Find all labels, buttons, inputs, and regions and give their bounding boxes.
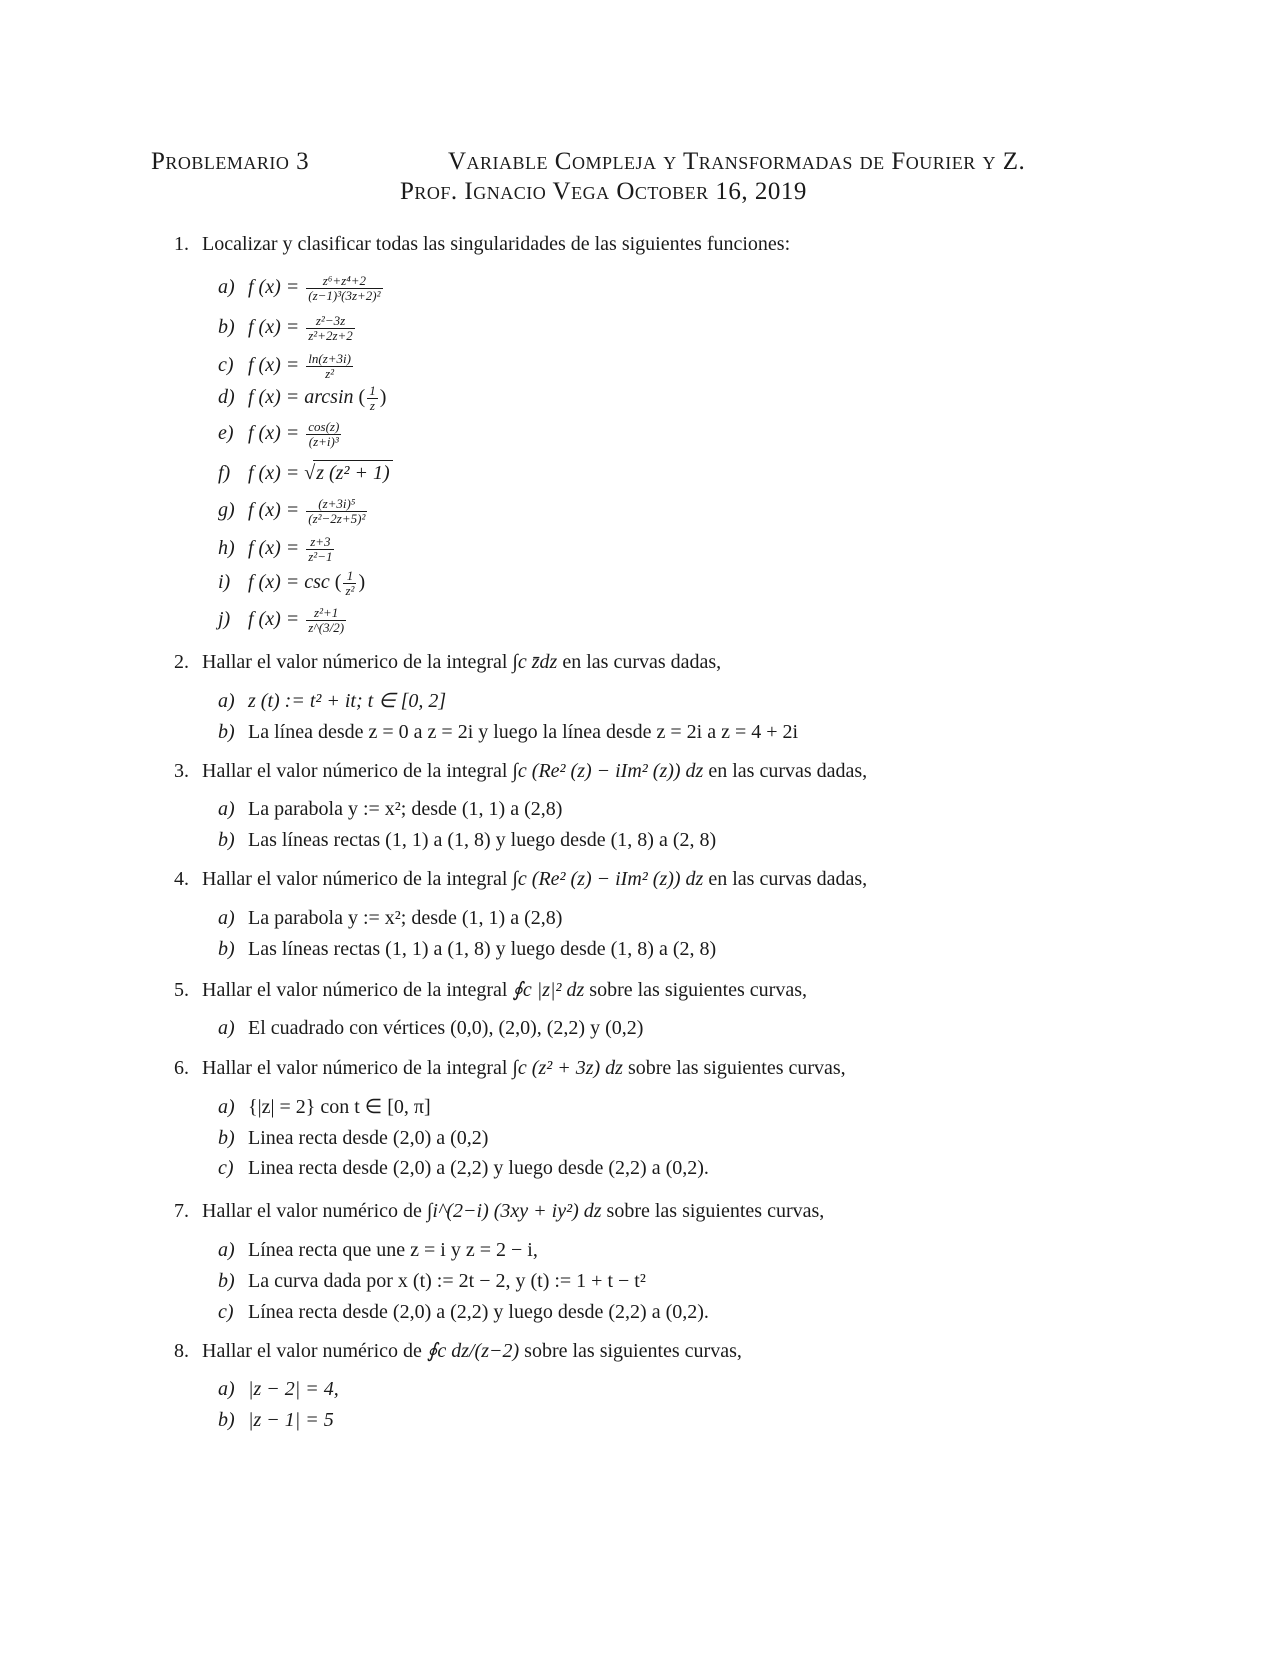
problem-pre: Hallar el valor númerico de la integral [202,651,508,673]
item-label: g) [218,499,235,522]
item-text: Línea recta desde (2,0) a (2,2) y luego desde (2,2) a (0,2). [248,1301,709,1323]
item-label: a) [218,907,235,929]
fraction [367,384,378,413]
denominator: z² [345,583,355,598]
item-text: |z − 2| = 4, [248,1378,339,1400]
item-lhs: f (x) = [248,462,300,484]
integral-expression: ∮c |z|² dz [512,979,585,1001]
item-label: d) [218,386,235,409]
problem-8-item-a [218,1377,339,1401]
item-lhs: f (x) = [248,499,300,522]
problem-1-item-i: i) f (x) = csc ( $\frac{1}{\text{z²}}$ ) [218,568,366,598]
problem-7 [174,1199,824,1223]
problem-number: 6. [174,1057,189,1079]
problem-post: en las curvas dadas, [708,760,868,782]
integral-expression: ∫c (Re² (z) − iIm² (z)) dz [512,868,704,890]
denominator: z²+2z+2 [308,328,353,343]
numerator: z²+1 [306,606,346,621]
header-course-title: Variable Compleja y Transformadas de Fourier y Z. [448,148,1026,175]
item-label: f) [218,462,231,484]
item-label: j) [218,608,231,631]
problem-1-item-h [218,535,336,564]
problem-1-item-j [218,606,348,635]
item-text: Línea recta que une z = i y z = 2 − i, [248,1239,538,1261]
item-label: c) [218,1301,234,1323]
item-text: Linea recta desde (2,0) a (0,2) [248,1127,489,1149]
item-label: b) [218,938,235,960]
item-label: b) [218,1127,235,1149]
item-label: i) [218,571,231,594]
item-lhs: f (x) = [248,422,300,445]
fraction [306,352,353,381]
item-text: La parabola y := x²; desde (1, 1) a (2,8) [248,798,563,820]
item-label: a) [218,1017,235,1039]
denominator: z² [325,366,335,381]
integral-expression: ∫c z̄dz [512,651,558,673]
problem-1-item-d: d) f (x) = arcsin ( $\frac{1}{z}$ ) [218,383,387,413]
problem-pre: Hallar el valor numérico de [202,1340,422,1362]
denominator: z²−1 [308,549,333,564]
denominator: (z+i)³ [308,434,339,449]
fraction [306,606,346,635]
problem-pre: Hallar el valor númerico de la integral [202,868,508,890]
problem-number: 5. [174,979,189,1001]
fraction [306,420,341,449]
problem-7-item-c [218,1300,709,1324]
problem-post: sobre las siguientes curvas, [627,1057,846,1079]
problem-8 [174,1339,742,1363]
item-label: b) [218,721,235,743]
item-label: a) [218,690,235,712]
item-label: a) [218,1378,235,1400]
problem-1-item-e [218,420,343,449]
problem-2-item-b [218,720,798,744]
item-text: Linea recta desde (2,0) a (2,2) y luego desde (2,2) a (0,2). [248,1157,709,1179]
problem-post: sobre las siguientes curvas, [589,979,808,1001]
fraction [306,314,355,343]
item-label: b) [218,1270,235,1292]
item-label: c) [218,1157,234,1179]
problem-post: en las curvas dadas, [562,651,722,673]
problem-4-item-a [218,906,562,930]
problem-6 [174,1056,846,1080]
problem-7-item-b [218,1269,646,1293]
problem-6-item-a [218,1095,431,1119]
problem-pre: Hallar el valor númerico de la integral [202,760,508,782]
item-text: Las líneas rectas (1, 1) a (1, 8) y luego desde (1, 8) a (2, 8) [248,829,717,851]
item-lhs: f (x) = [248,316,300,339]
fraction [306,497,367,526]
item-text: Las líneas rectas (1, 1) a (1, 8) y luego desde (1, 8) a (2, 8) [248,938,717,960]
integral-expression: ∫c (z² + 3z) dz [512,1057,623,1079]
item-label: e) [218,422,234,445]
problem-number: 2. [174,651,189,673]
problem-1-item-c [218,352,355,381]
item-lhs: f (x) = [248,354,300,377]
denominator: z [369,398,375,413]
problem-8-item-b [218,1408,334,1432]
item-text: La curva dada por x (t) := 2t − 2, y (t) := 1 + t − t² [248,1270,646,1292]
numerator: z⁶+z⁴+2 [306,274,382,289]
problem-5-item-a [218,1016,643,1040]
problem-3-item-a [218,797,562,821]
item-label: b) [218,829,235,851]
item-label: b) [218,1409,235,1431]
problem-number: 4. [174,868,189,890]
item-label: a) [218,1096,235,1118]
item-label: h) [218,537,235,560]
problem-2-item-a [218,689,446,713]
item-label: a) [218,798,235,820]
problem-pre: Hallar el valor númerico de la integral [202,1057,508,1079]
fraction [343,569,356,598]
denominator: (z−1)³(3z+2)² [308,288,381,303]
problem-3 [174,759,867,783]
fraction [306,274,382,303]
integral-expression: ∫c (Re² (z) − iIm² (z)) dz [512,760,704,782]
problem-6-item-b [218,1126,488,1150]
denominator: z^(3/2) [308,620,345,635]
problem-post: sobre las siguientes curvas, [606,1200,825,1222]
item-label: a) [218,1239,235,1261]
numerator: cos(z) [308,419,340,434]
problem-6-item-c [218,1156,709,1180]
denominator: (z²−2z+5)² [308,511,366,526]
problem-post: sobre las siguientes curvas, [524,1340,742,1362]
sqrt-expression: z (z² + 1) [313,460,392,485]
item-text: |z − 1| = 5 [248,1409,334,1431]
problem-1 [174,232,790,256]
item-lhs: f (x) = [248,276,300,299]
item-label: a) [218,276,235,299]
problem-1-item-b [218,314,357,343]
numerator: z²−3z [306,314,355,329]
header-left-title: Problemario 3 [151,148,310,175]
header-professor-date: Prof. Ignacio Vega October 16, 2019 [400,178,807,205]
problem-2 [174,650,721,674]
item-text: {|z| = 2} con t ∈ [0, π] [248,1096,431,1118]
problem-4 [174,867,867,891]
sqrt-symbol: √ [304,462,316,484]
problem-3-item-b [218,828,716,852]
numerator: 1 [369,383,376,398]
problem-pre: Hallar el valor numérico de [202,1200,422,1222]
item-text: z (t) := t² + it; t ∈ [0, 2] [248,690,447,712]
problem-text: Localizar y clasificar todas las singularidades de las siguientes funciones: [202,233,791,255]
item-text: El cuadrado con vértices (0,0), (2,0), (2,2) y (0,2) [248,1017,644,1039]
integral-expression: ∫i^(2−i) (3xy + iy²) dz [426,1200,602,1222]
fraction [306,535,334,564]
integral-expression: ∮c dz/(z−2) [426,1340,520,1362]
problem-number: 3. [174,760,189,782]
item-text: La línea desde z = 0 a z = 2i y luego la línea desde z = 2i a z = 4 + 2i [248,721,799,743]
problem-7-item-a [218,1238,538,1262]
problem-number: 8. [174,1340,189,1362]
problem-number: 7. [174,1200,189,1222]
numerator: (z+3i)⁵ [306,497,367,512]
item-lhs: f (x) = arcsin [248,386,354,409]
problem-pre: Hallar el valor númerico de la integral [202,979,508,1001]
problem-1-item-a [218,274,385,303]
item-lhs: f (x) = [248,608,300,631]
problem-number: 1. [174,233,189,255]
item-lhs: f (x) = [248,537,300,560]
numerator: 1 [343,569,356,584]
item-lhs: f (x) = csc [248,571,330,594]
item-text: La parabola y := x²; desde (1, 1) a (2,8) [248,907,563,929]
problem-4-item-b [218,937,716,961]
problem-1-item-g [218,497,369,526]
item-label: b) [218,316,235,339]
numerator: ln(z+3i) [308,351,351,366]
item-label: c) [218,354,234,377]
problem-1-item-f [218,460,393,485]
problem-post: en las curvas dadas, [708,868,868,890]
problem-5 [174,978,807,1002]
numerator: z+3 [306,535,334,550]
